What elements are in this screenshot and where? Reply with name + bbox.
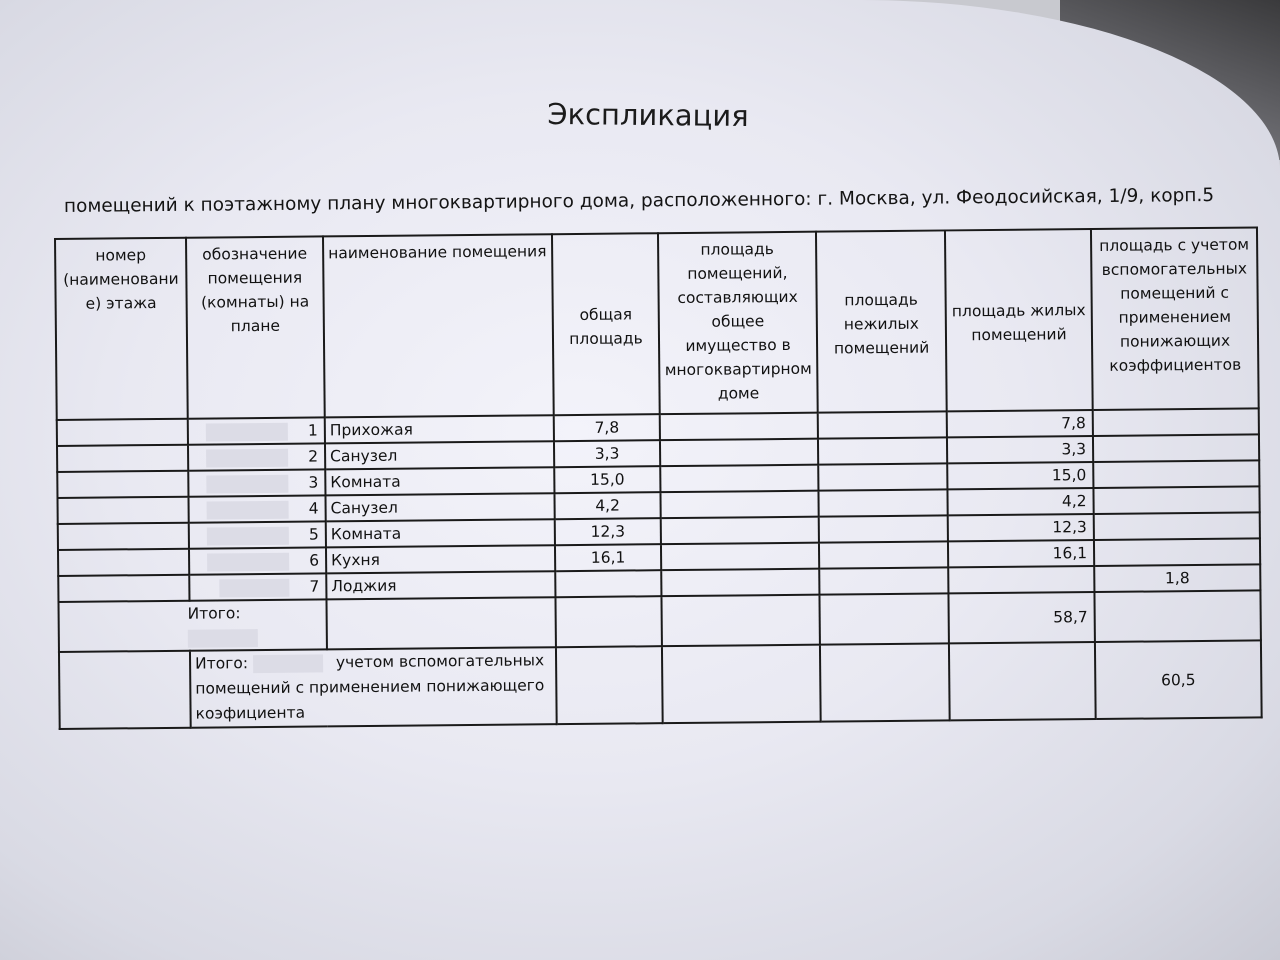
designation-cell: 1 <box>188 417 325 444</box>
floor-cell <box>58 549 189 576</box>
room-name-cell: Комната <box>325 467 554 495</box>
floor-cell <box>58 575 189 602</box>
redacted-mark <box>253 654 323 673</box>
document-title: Экспликация <box>547 96 749 134</box>
document-subtitle: помещений к поэтажному плану многоквартирного дома, расположенного: г. Москва, ул. Феодосийская, 1/9, корп.5 <box>63 184 1215 217</box>
total-label: Итого: <box>187 604 241 623</box>
floor-cell <box>57 445 188 472</box>
aux-area-cell <box>1093 486 1259 514</box>
col-nonresidential-area: площадь нежилых помещений <box>816 230 947 412</box>
common-area-cell <box>661 543 819 571</box>
residential-area-cell: 15,0 <box>947 462 1093 489</box>
total-area-cell: 3,3 <box>554 440 660 467</box>
explication-table-wrap <box>54 226 1263 730</box>
room-name-cell: Санузел <box>325 441 554 469</box>
total-label-cell <box>58 599 326 652</box>
nonresidential-area-cell <box>818 411 947 438</box>
redacted-mark <box>207 552 289 571</box>
residential-area-cell <box>948 566 1094 593</box>
total-aux-empty-cell <box>556 646 663 724</box>
redacted-mark <box>207 526 289 545</box>
col-total-area: общая площадь <box>552 233 660 415</box>
common-area-cell <box>660 439 818 467</box>
floor-cell <box>58 523 189 550</box>
common-area-cell <box>661 517 819 545</box>
total-aux-label-cell <box>190 647 557 728</box>
total-aux-label-start: Итого: <box>195 654 249 673</box>
aux-area-cell: 1,8 <box>1094 564 1260 592</box>
designation-cell: 2 <box>188 443 325 470</box>
table-header-row <box>55 227 1259 420</box>
col-designation: обозначение помещения (комнаты) на плане <box>186 236 325 418</box>
total-aux-value-cell: 60,5 <box>1095 640 1262 719</box>
residential-area-cell: 7,8 <box>947 410 1093 437</box>
common-area-cell <box>661 569 819 597</box>
explication-table <box>54 226 1263 730</box>
aux-area-cell <box>1093 434 1259 462</box>
total-area-cell: 12,3 <box>555 518 661 545</box>
total-aux-empty-cell <box>949 642 1096 720</box>
total-empty-cell <box>326 597 555 649</box>
nonresidential-area-cell <box>818 489 947 516</box>
total-aux-empty-cell <box>59 651 191 729</box>
common-area-cell <box>660 491 818 519</box>
total-aux-label-end: учетом вспомогательных помещений с применением понижающего коэфициента <box>195 651 545 723</box>
common-area-cell <box>660 465 818 493</box>
nonresidential-area-cell <box>818 437 947 464</box>
residential-area-cell: 16,1 <box>948 540 1094 567</box>
room-name-cell: Санузел <box>325 493 554 521</box>
col-aux-area: площадь с учетом вспомогательных помещений с применением понижающих коэффициентов <box>1091 227 1259 410</box>
total-area-cell: 16,1 <box>555 544 661 571</box>
total-area-cell: 4,2 <box>554 492 660 519</box>
nonresidential-area-cell <box>819 567 948 594</box>
floor-cell <box>57 497 188 524</box>
aux-area-cell <box>1093 408 1259 436</box>
total-empty-cell <box>1094 590 1260 642</box>
total-area-cell: 15,0 <box>554 466 660 493</box>
total-aux-empty-cell <box>820 643 950 721</box>
col-common-area: площадь помещений, составляющих общее имущество в многоквартирном доме <box>658 232 818 415</box>
total-residential-cell: 58,7 <box>948 592 1094 643</box>
nonresidential-area-cell <box>819 515 948 542</box>
nonresidential-area-cell <box>819 541 948 568</box>
redacted-mark <box>206 474 288 493</box>
col-floor: номер (наименовани е) этажа <box>55 238 188 420</box>
designation-cell: 6 <box>189 547 326 574</box>
nonresidential-area-cell <box>818 463 947 490</box>
col-room-name: наименование помещения <box>323 234 554 417</box>
redacted-mark <box>206 448 288 467</box>
room-name-cell: Комната <box>326 519 555 547</box>
floor-cell <box>57 471 188 498</box>
total-aux-row <box>59 640 1262 729</box>
room-name-cell: Кухня <box>326 545 555 573</box>
total-area-cell: 7,8 <box>554 414 660 441</box>
designation-cell: 5 <box>189 521 326 548</box>
total-empty-cell <box>819 593 948 644</box>
designation-cell: 3 <box>188 469 325 496</box>
room-name-cell: Прихожая <box>325 415 554 443</box>
room-name-cell: Лоджия <box>326 571 555 599</box>
total-aux-empty-cell <box>662 645 821 724</box>
residential-area-cell: 3,3 <box>947 436 1093 463</box>
designation-cell: 7 <box>189 573 326 600</box>
floor-cell <box>57 419 188 446</box>
col-residential-area: площадь жилых помещений <box>945 229 1093 411</box>
residential-area-cell: 4,2 <box>947 488 1093 515</box>
residential-area-cell: 12,3 <box>948 514 1094 541</box>
total-empty-cell <box>555 596 661 647</box>
total-empty-cell <box>661 595 819 647</box>
aux-area-cell <box>1094 512 1260 540</box>
aux-area-cell <box>1094 538 1260 566</box>
redacted-mark <box>207 500 289 519</box>
redacted-mark <box>206 422 288 441</box>
total-area-cell <box>555 570 661 597</box>
redacted-mark <box>219 578 289 597</box>
redacted-mark <box>188 629 258 648</box>
designation-cell: 4 <box>188 495 325 522</box>
common-area-cell <box>660 413 818 441</box>
aux-area-cell <box>1093 460 1259 488</box>
